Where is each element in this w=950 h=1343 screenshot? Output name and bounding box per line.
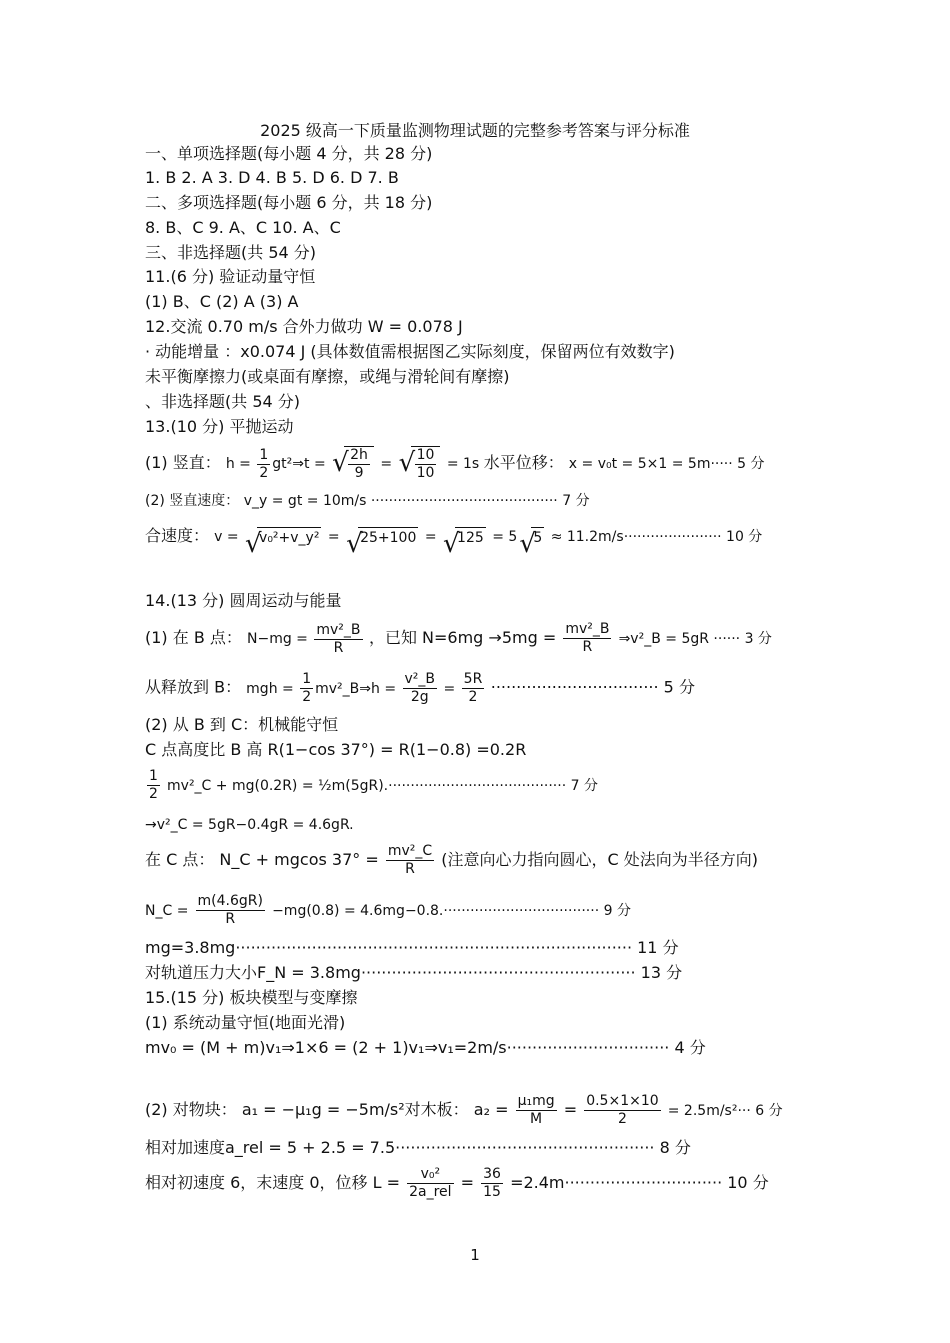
page-title: 2025 级高一下质量监测物理试题的完整参考答案与评分标准 <box>260 121 690 140</box>
q13-l1-end: x = v₀t = 5×1 = 5m····· 5 分 <box>568 456 765 472</box>
q14-line-7 <box>145 843 758 878</box>
q15-l3-end: = 2.5m/s²··· 6 分 <box>667 1103 783 1119</box>
section-3-heading: 三、非选择题(共 54 分) <box>145 243 317 262</box>
q15-line-2: mv₀ = (M + m)v₁⇒1×6 = (2 + 1)v₁⇒v₁=2m/s································ 4 分 <box>145 1038 706 1057</box>
q14-title: 14.(13 分) 圆周运动与能量 <box>145 591 342 610</box>
q14-line-1 <box>145 621 772 657</box>
q14-l8-end: −mg(0.8) = 4.6mg−0.8.··································· 9 分 <box>272 903 631 919</box>
section-1-heading: 一、单项选择题(每小题 4 分，共 28 分) <box>145 144 433 163</box>
q13-title: 13.(10 分) 平抛运动 <box>145 417 294 436</box>
fraction: $\frac{1}{2}$ <box>149 768 158 802</box>
q15-line-4: 相对加速度a_rel = 5 + 2.5 = 7.5··················································· 8 分 <box>145 1138 691 1157</box>
section-2-answers: 8. B、C 9. A、C 10. A、C <box>145 218 341 237</box>
q14-l1-end: ⇒v²_B = 5gR ······ 3 分 <box>618 631 772 647</box>
fraction: $\frac{\text{μ₁mg}}{M}$ <box>517 1093 555 1127</box>
fraction: $\frac{\text{v₀²}}{\text{2a\_rel}}$ <box>409 1166 452 1200</box>
sqrt: √ $\frac{10}{10}$ <box>399 446 441 482</box>
q13-l1-label: (1) 竖直： <box>145 453 221 472</box>
q14-line-10: 对轨道压力大小F_N = 3.8mg······················································ 13 分 <box>145 963 683 982</box>
q14-formula-mgh: mgh = $\frac{1}{2}$ mv²_B⇒h = $\frac{\text{v²\_B}}{2g}$ = $\frac{5R}{2}$ <box>246 671 483 705</box>
q12-line-1: 12.交流 0.70 m/s 合外力做功 W = 0.078 J <box>145 317 463 336</box>
q11-answers: (1) B、C (2) A (3) A <box>145 292 299 311</box>
q14-line-6: →v²_C = 5gR−0.4gR = 4.6gR. <box>145 817 354 833</box>
q15-l3-label: (2) 对物块： a₁ = −μ₁g = −5m/s²对木板： a₂ = <box>145 1100 509 1119</box>
section-1-answers: 1. B 2. A 3. D 4. B 5. D 6. D 7. B <box>145 168 399 187</box>
q14-l1-mid: ，已知 N=6mg →5mg = <box>368 628 557 647</box>
q13-formula-v: v = √ v₀²+v_y² = √ 25+100 = √ 125 = 5 √ 5 <box>214 528 543 559</box>
page-number: 1 <box>470 1246 480 1264</box>
q11-title: 11.(6 分) 验证动量守恒 <box>145 267 316 286</box>
q14-l7-label: 在 C 点： N_C + mgcos 37° = <box>145 850 379 869</box>
q15-title: 15.(15 分) 板块模型与变摩擦 <box>145 988 358 1007</box>
q13-l1-mid: 水平位移： <box>483 453 564 472</box>
q12-line-2: · 动能增量 ：x0.074 J (具体数值需根据图乙实际刻度，保留两位有效数字) <box>145 342 675 361</box>
q12-line-3: 未平衡摩擦力(或桌面有摩擦，或绳与滑轮间有摩擦) <box>145 367 510 386</box>
section-3-heading-repeat: 、非选择题(共 54 分) <box>145 392 301 411</box>
q15-l5-end: =2.4m······························· 10 分 <box>510 1173 769 1192</box>
fraction: $\frac{\text{mv²\_B}}{R}$ <box>565 621 610 655</box>
fraction: $\frac{\text{mv²\_C}}{R}$ <box>387 843 433 877</box>
q13-formula-h: h = $\frac{1}{2}$ gt²⇒t = √ $\frac{2h}{9}$ = √ $\frac{10}{10}$ = 1s <box>225 446 484 481</box>
q15-line-3: (2) 对物块： a₁ = −μ₁g = −5m/s²对木板： a₂ = $\frac{\text{μ₁mg}}{M}$ = $\frac{0.5\times 1\times 10}{2}$ = 2.5m/s²··· 6 分 <box>145 1093 783 1127</box>
sqrt: √ $\frac{2h}{9}$ <box>332 446 374 482</box>
q14-formula-n: N−mg = $\frac{\text{mv²\_B}}{R}$ <box>247 621 361 656</box>
q14-line-8 <box>145 893 631 928</box>
q14-line-9: mg=3.8mg·············································································· 11 分 <box>145 938 679 957</box>
q14-l1-label: (1) 在 B 点： <box>145 628 242 647</box>
q14-l8-label: N_C = <box>145 903 189 919</box>
q13-line-1 <box>145 446 765 482</box>
q14-line-5 <box>145 768 598 803</box>
q14-line-2 <box>145 671 695 706</box>
q14-line-4: C 点高度比 B 高 R(1−cos 37°) = R(1−0.8) =0.2R <box>145 740 527 759</box>
q13-l3-end: ≈ 11.2m/s······················ 10 分 <box>550 529 763 545</box>
q13-line-2: (2) 竖直速度： v_y = gt = 10m/s ·········································· 7 分 <box>145 493 590 509</box>
q15-line-1: (1) 系统动量守恒(地面光滑) <box>145 1013 346 1032</box>
q13-line-3 <box>145 526 763 559</box>
q14-l5-end: mv²_C + mg(0.2R) = ½m(5gR).········································ 7 分 <box>167 778 598 794</box>
q15-l5-label: 相对初速度 6，末速度 0，位移 L = <box>145 1173 401 1192</box>
q15-line-5: 相对初速度 6，末速度 0，位移 L = $\frac{\text{v₀²}}{\text{2a\_rel}}$ = $\frac{36}{15}$ =2.4m······························· 10 分 <box>145 1166 769 1200</box>
q14-l7-end: (注意向心力指向圆心，C 处法向为半径方向) <box>441 850 759 869</box>
fraction: $\frac{36}{15}$ <box>483 1166 501 1200</box>
fraction: $\frac{m(4.6gR)}{R}$ <box>197 893 263 927</box>
q14-l2-end: ································· 5 分 <box>490 677 695 697</box>
fraction: $\frac{0.5\times 1\times 10}{2}$ <box>586 1093 659 1127</box>
fraction: $\frac{1}{2}$ <box>259 446 269 481</box>
q14-l2-label: 从释放到 B： <box>145 677 242 697</box>
section-2-heading: 二、多项选择题(每小题 6 分，共 18 分) <box>145 193 433 212</box>
q14-line-3: (2) 从 B 到 C：机械能守恒 <box>145 715 339 734</box>
q13-l3-label: 合速度： <box>145 526 210 545</box>
